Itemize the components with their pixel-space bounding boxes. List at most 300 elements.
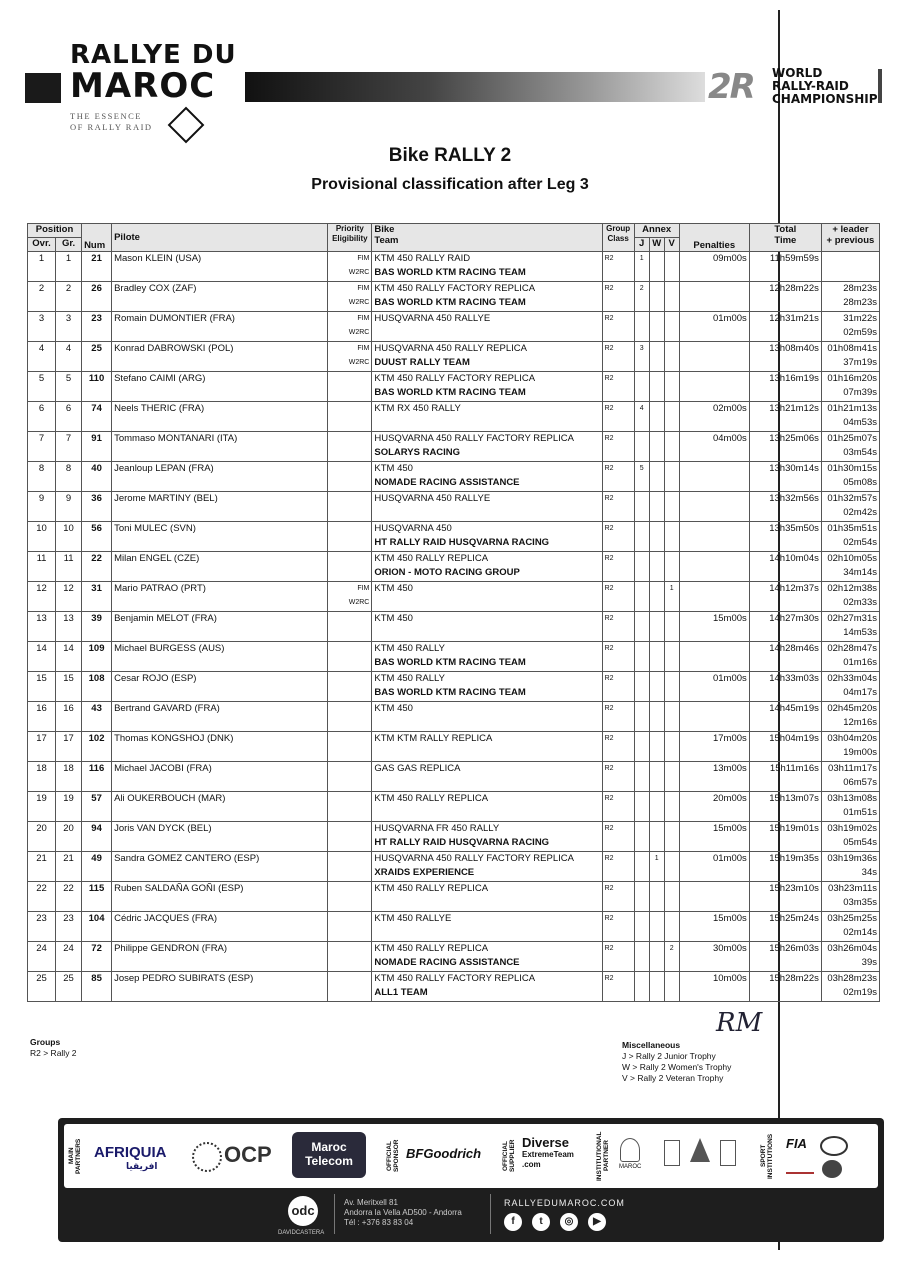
cell-bike-team: KTM 450 RALLY RAID BAS WORLD KTM RACING TEAM bbox=[372, 252, 602, 282]
cell-total-time: 14h33m03s bbox=[749, 672, 821, 702]
cell-gr: 8 bbox=[56, 462, 82, 492]
cell-j bbox=[634, 582, 649, 612]
fim-icon bbox=[820, 1136, 848, 1156]
cell-v bbox=[664, 402, 679, 432]
cell-eligibility bbox=[328, 372, 372, 402]
cell-num: 108 bbox=[82, 672, 112, 702]
cell-group: R2 bbox=[602, 762, 634, 792]
cell-eligibility bbox=[328, 402, 372, 432]
cell-group: R2 bbox=[602, 792, 634, 822]
table-row bbox=[28, 462, 880, 492]
cell-penalties: 02m00s bbox=[679, 402, 749, 432]
cell-penalties bbox=[679, 522, 749, 552]
frmm-icon bbox=[822, 1160, 842, 1178]
table-row bbox=[28, 732, 880, 762]
cell-eligibility bbox=[328, 462, 372, 492]
groups-legend: Groups R2 > Rally 2 bbox=[30, 1037, 77, 1058]
cell-gaps: 02h28m47s 01m16s bbox=[821, 642, 879, 672]
cell-ovr: 6 bbox=[28, 402, 56, 432]
cell-v bbox=[664, 372, 679, 402]
cell-v bbox=[664, 282, 679, 312]
cell-j bbox=[634, 942, 649, 972]
cell-total-time: 13h21m12s bbox=[749, 402, 821, 432]
cell-j bbox=[634, 822, 649, 852]
youtube-icon[interactable]: ▶ bbox=[588, 1213, 606, 1231]
cell-w bbox=[649, 672, 664, 702]
cell-group: R2 bbox=[602, 462, 634, 492]
col-gr: Gr. bbox=[56, 238, 82, 252]
sponsor-footer bbox=[58, 1118, 884, 1242]
cell-gr: 2 bbox=[56, 282, 82, 312]
cell-num: 31 bbox=[82, 582, 112, 612]
misc-legend: Miscellaneous J > Rally 2 Junior Trophy W > Rally 2 Women's Trophy V > Rally 2 Veteran Trophy bbox=[622, 1040, 732, 1083]
cell-bike-team: KTM 450 RALLY REPLICA ORION - MOTO RACING GROUP bbox=[372, 552, 602, 582]
cell-gr: 19 bbox=[56, 792, 82, 822]
official-supplier-label: OFFICIAL SUPPLIER bbox=[502, 1139, 516, 1173]
cell-ovr: 19 bbox=[28, 792, 56, 822]
cell-total-time: 14h28m46s bbox=[749, 642, 821, 672]
cell-pilote: Philippe GENDRON (FRA) bbox=[112, 942, 328, 972]
cell-gaps: 03h19m02s 05m54s bbox=[821, 822, 879, 852]
cell-num: 74 bbox=[82, 402, 112, 432]
cell-gr: 1 bbox=[56, 252, 82, 282]
cell-penalties bbox=[679, 282, 749, 312]
cell-pilote: Stefano CAIMI (ARG) bbox=[112, 372, 328, 402]
w2rc-bar bbox=[878, 69, 882, 103]
cell-gr: 22 bbox=[56, 882, 82, 912]
cell-gaps: 01h32m57s 02m42s bbox=[821, 492, 879, 522]
website-link[interactable]: RALLYEDUMAROC.COM bbox=[504, 1198, 625, 1208]
cell-v bbox=[664, 732, 679, 762]
cell-j bbox=[634, 432, 649, 462]
cell-bike-team: HUSQVARNA 450 RALLY FACTORY REPLICA SOLARYS RACING bbox=[372, 432, 602, 462]
cell-penalties: 15m00s bbox=[679, 912, 749, 942]
cell-gaps: 28m23s 28m23s bbox=[821, 282, 879, 312]
cell-v bbox=[664, 882, 679, 912]
cell-j bbox=[634, 912, 649, 942]
cell-num: 39 bbox=[82, 612, 112, 642]
ocp-icon bbox=[192, 1142, 222, 1172]
cell-penalties bbox=[679, 492, 749, 522]
logo-line1: RALLYE DU bbox=[70, 40, 237, 70]
cell-j: 3 bbox=[634, 342, 649, 372]
cell-bike-team: HUSQVARNA 450 RALLYE bbox=[372, 312, 602, 342]
cell-num: 72 bbox=[82, 942, 112, 972]
cell-ovr: 18 bbox=[28, 762, 56, 792]
cell-num: 56 bbox=[82, 522, 112, 552]
rallye-du-maroc-logo bbox=[70, 42, 240, 142]
cell-penalties: 17m00s bbox=[679, 732, 749, 762]
cell-bike-team: KTM 450 RALLY FACTORY REPLICA ALL1 TEAM bbox=[372, 972, 602, 1002]
cell-w bbox=[649, 912, 664, 942]
cell-group: R2 bbox=[602, 522, 634, 552]
cell-penalties bbox=[679, 342, 749, 372]
col-j: J bbox=[634, 238, 649, 252]
cell-v bbox=[664, 552, 679, 582]
table-row bbox=[28, 972, 880, 1002]
cell-j: 4 bbox=[634, 402, 649, 432]
cell-pilote: Benjamin MELOT (FRA) bbox=[112, 612, 328, 642]
cell-pilote: Thomas KONGSHOJ (DNK) bbox=[112, 732, 328, 762]
cell-pilote: Mario PATRAO (PRT) bbox=[112, 582, 328, 612]
cell-v bbox=[664, 972, 679, 1002]
cell-total-time: 14h12m37s bbox=[749, 582, 821, 612]
cell-gr: 10 bbox=[56, 522, 82, 552]
cell-total-time: 14h10m04s bbox=[749, 552, 821, 582]
table-row bbox=[28, 402, 880, 432]
cell-gaps: 03h04m20s 19m00s bbox=[821, 732, 879, 762]
afriquia-arabic: افريقيا bbox=[126, 1162, 158, 1172]
cell-total-time: 15h19m35s bbox=[749, 852, 821, 882]
cell-gaps: 03h11m17s 06m57s bbox=[821, 762, 879, 792]
cell-bike-team: GAS GAS REPLICA bbox=[372, 762, 602, 792]
cell-group: R2 bbox=[602, 702, 634, 732]
cell-gr: 17 bbox=[56, 732, 82, 762]
cell-num: 91 bbox=[82, 432, 112, 462]
cell-total-time: 15h13m07s bbox=[749, 792, 821, 822]
cell-eligibility bbox=[328, 672, 372, 702]
cell-w bbox=[649, 762, 664, 792]
sponsor-strip bbox=[64, 1124, 878, 1188]
cell-group: R2 bbox=[602, 492, 634, 522]
cell-penalties: 20m00s bbox=[679, 792, 749, 822]
col-bike-team: Bike Team bbox=[372, 224, 602, 252]
cell-v bbox=[664, 312, 679, 342]
cell-w bbox=[649, 732, 664, 762]
footer-address: Av. Meritxell 81 Andorra la Vella AD500 - Andorra Tél : +376 83 83 04 bbox=[344, 1198, 462, 1227]
cell-pilote: Michael JACOBI (FRA) bbox=[112, 762, 328, 792]
cell-gr: 23 bbox=[56, 912, 82, 942]
cell-bike-team: HUSQVARNA 450 RALLY FACTORY REPLICA XRAIDS EXPERIENCE bbox=[372, 852, 602, 882]
cell-gaps: 01h25m07s 03m54s bbox=[821, 432, 879, 462]
w2rc-mark: 2R bbox=[708, 67, 754, 107]
cell-num: 102 bbox=[82, 732, 112, 762]
cell-group: R2 bbox=[602, 252, 634, 282]
cell-gr: 15 bbox=[56, 672, 82, 702]
cell-w bbox=[649, 252, 664, 282]
cell-pilote: Toni MULEC (SVN) bbox=[112, 522, 328, 552]
cell-total-time: 15h25m24s bbox=[749, 912, 821, 942]
cell-total-time: 13h16m19s bbox=[749, 372, 821, 402]
cell-total-time: 13h32m56s bbox=[749, 492, 821, 522]
cell-gaps: 01h08m41s 37m19s bbox=[821, 342, 879, 372]
cell-penalties bbox=[679, 882, 749, 912]
cell-eligibility bbox=[328, 612, 372, 642]
cell-total-time: 15h28m22s bbox=[749, 972, 821, 1002]
cell-gaps: 01h21m13s 04m53s bbox=[821, 402, 879, 432]
cell-w bbox=[649, 402, 664, 432]
cell-eligibility bbox=[328, 882, 372, 912]
cell-eligibility bbox=[328, 972, 372, 1002]
cell-pilote: Konrad DABROWSKI (POL) bbox=[112, 342, 328, 372]
col-w: W bbox=[649, 238, 664, 252]
facebook-icon[interactable]: f bbox=[504, 1213, 522, 1231]
maroc-telecom-logo: Maroc Telecom bbox=[292, 1132, 366, 1178]
cell-num: 23 bbox=[82, 312, 112, 342]
cell-pilote: Mason KLEIN (USA) bbox=[112, 252, 328, 282]
cell-v bbox=[664, 702, 679, 732]
cell-total-time: 15h04m19s bbox=[749, 732, 821, 762]
cell-ovr: 1 bbox=[28, 252, 56, 282]
logo-tagline: THE ESSENCE OF RALLY RAID bbox=[70, 111, 153, 132]
cell-eligibility bbox=[328, 552, 372, 582]
cell-ovr: 11 bbox=[28, 552, 56, 582]
cell-group: R2 bbox=[602, 372, 634, 402]
cell-num: 85 bbox=[82, 972, 112, 1002]
table-row bbox=[28, 492, 880, 522]
cell-ovr: 3 bbox=[28, 312, 56, 342]
logo-line2: MAROC bbox=[70, 66, 216, 106]
col-priority: Priority Eligibility bbox=[328, 224, 372, 252]
col-ovr: Ovr. bbox=[28, 238, 56, 252]
table-row bbox=[28, 582, 880, 612]
cell-gaps: 03h19m36s 34s bbox=[821, 852, 879, 882]
ocp-logo: OCP bbox=[224, 1142, 272, 1167]
odc-sub: DAVIDCASTERA bbox=[278, 1230, 325, 1236]
cell-ovr: 2 bbox=[28, 282, 56, 312]
cell-v bbox=[664, 462, 679, 492]
cell-gr: 11 bbox=[56, 552, 82, 582]
cell-bike-team: KTM 450 RALLY REPLICA bbox=[372, 882, 602, 912]
cell-j bbox=[634, 702, 649, 732]
cell-penalties: 04m00s bbox=[679, 432, 749, 462]
cell-penalties bbox=[679, 702, 749, 732]
cell-bike-team: KTM 450 RALLY REPLICA bbox=[372, 792, 602, 822]
cell-gaps: 02h10m05s 34m14s bbox=[821, 552, 879, 582]
cell-bike-team: HUSQVARNA FR 450 RALLY HT RALLY RAID HUSQVARNA RACING bbox=[372, 822, 602, 852]
table-row bbox=[28, 642, 880, 672]
cell-ovr: 14 bbox=[28, 642, 56, 672]
table-row bbox=[28, 372, 880, 402]
cell-gaps: 02h45m20s 12m16s bbox=[821, 702, 879, 732]
cell-j bbox=[634, 552, 649, 582]
cell-bike-team: KTM 450 bbox=[372, 582, 602, 612]
cell-ovr: 23 bbox=[28, 912, 56, 942]
cell-group: R2 bbox=[602, 582, 634, 612]
cell-bike-team: KTM 450 bbox=[372, 612, 602, 642]
header-black-bar bbox=[25, 73, 61, 103]
col-v: V bbox=[664, 238, 679, 252]
cell-w bbox=[649, 972, 664, 1002]
cell-group: R2 bbox=[602, 852, 634, 882]
cell-group: R2 bbox=[602, 942, 634, 972]
cell-pilote: Ali OUKERBOUCH (MAR) bbox=[112, 792, 328, 822]
cell-total-time: 12h31m21s bbox=[749, 312, 821, 342]
page-title: Bike RALLY 2 bbox=[388, 145, 512, 166]
table-row bbox=[28, 852, 880, 882]
cell-pilote: Jerome MARTINY (BEL) bbox=[112, 492, 328, 522]
cell-num: 116 bbox=[82, 762, 112, 792]
cell-group: R2 bbox=[602, 822, 634, 852]
cell-penalties bbox=[679, 372, 749, 402]
cell-ovr: 15 bbox=[28, 672, 56, 702]
institutional-partner-label: INSTITUTIONAL PARTNER bbox=[596, 1131, 610, 1181]
maroc-inst-label: MAROC bbox=[619, 1164, 642, 1170]
cell-v bbox=[664, 342, 679, 372]
cell-group: R2 bbox=[602, 282, 634, 312]
cell-total-time: 13h25m06s bbox=[749, 432, 821, 462]
cell-v bbox=[664, 252, 679, 282]
cell-total-time: 13h35m50s bbox=[749, 522, 821, 552]
cell-penalties bbox=[679, 462, 749, 492]
cell-pilote: Joris VAN DYCK (BEL) bbox=[112, 822, 328, 852]
diverse-logo: Diverse ExtremeTeam .com bbox=[522, 1135, 574, 1169]
cell-penalties: 09m00s bbox=[679, 252, 749, 282]
cell-pilote: Sandra GOMEZ CANTERO (ESP) bbox=[112, 852, 328, 882]
cell-ovr: 8 bbox=[28, 462, 56, 492]
cell-gaps: 03h23m11s 03m35s bbox=[821, 882, 879, 912]
cell-ovr: 22 bbox=[28, 882, 56, 912]
col-num: Num bbox=[82, 224, 112, 252]
cell-w bbox=[649, 462, 664, 492]
cell-penalties: 13m00s bbox=[679, 762, 749, 792]
cell-penalties bbox=[679, 582, 749, 612]
table-row bbox=[28, 942, 880, 972]
cell-group: R2 bbox=[602, 402, 634, 432]
cell-j bbox=[634, 792, 649, 822]
cell-pilote: Cesar ROJO (ESP) bbox=[112, 672, 328, 702]
cell-ovr: 21 bbox=[28, 852, 56, 882]
cell-w bbox=[649, 282, 664, 312]
cell-j bbox=[634, 642, 649, 672]
table-row bbox=[28, 612, 880, 642]
cell-j: 2 bbox=[634, 282, 649, 312]
cell-bike-team: KTM KTM RALLY REPLICA bbox=[372, 732, 602, 762]
cell-w bbox=[649, 372, 664, 402]
table-row bbox=[28, 252, 880, 282]
cell-penalties bbox=[679, 642, 749, 672]
cell-group: R2 bbox=[602, 642, 634, 672]
cell-gr: 4 bbox=[56, 342, 82, 372]
cell-bike-team: KTM RX 450 RALLY bbox=[372, 402, 602, 432]
cell-bike-team: KTM 450 RALLY FACTORY REPLICA BAS WORLD KTM RACING TEAM bbox=[372, 372, 602, 402]
cell-pilote: Milan ENGEL (CZE) bbox=[112, 552, 328, 582]
institution-icon-4 bbox=[720, 1140, 736, 1166]
cell-ovr: 13 bbox=[28, 612, 56, 642]
cell-gr: 16 bbox=[56, 702, 82, 732]
cell-v bbox=[664, 642, 679, 672]
cell-total-time: 11h59m59s bbox=[749, 252, 821, 282]
cell-v bbox=[664, 492, 679, 522]
instagram-icon[interactable]: ◎ bbox=[560, 1213, 578, 1231]
cell-gaps: 03h28m23s 02m19s bbox=[821, 972, 879, 1002]
cell-w bbox=[649, 432, 664, 462]
cell-bike-team: KTM 450 RALLY BAS WORLD KTM RACING TEAM bbox=[372, 672, 602, 702]
cell-num: 104 bbox=[82, 912, 112, 942]
cell-num: 25 bbox=[82, 342, 112, 372]
cell-ovr: 24 bbox=[28, 942, 56, 972]
cell-ovr: 10 bbox=[28, 522, 56, 552]
cell-pilote: Romain DUMONTIER (FRA) bbox=[112, 312, 328, 342]
cell-num: 21 bbox=[82, 252, 112, 282]
cell-ovr: 9 bbox=[28, 492, 56, 522]
cell-j bbox=[634, 852, 649, 882]
frmsm-icon bbox=[786, 1162, 814, 1174]
table-row bbox=[28, 522, 880, 552]
maroc-crest-icon bbox=[620, 1138, 640, 1162]
cell-total-time: 15h11m16s bbox=[749, 762, 821, 792]
twitter-icon[interactable]: t bbox=[532, 1213, 550, 1231]
cell-num: 110 bbox=[82, 372, 112, 402]
handwritten-signature: RM bbox=[716, 1008, 763, 1038]
cell-ovr: 16 bbox=[28, 702, 56, 732]
cell-w bbox=[649, 822, 664, 852]
cell-v bbox=[664, 912, 679, 942]
cell-gr: 18 bbox=[56, 762, 82, 792]
cell-eligibility bbox=[328, 912, 372, 942]
col-penalties: Penalties bbox=[679, 224, 749, 252]
cell-pilote: Cédric JACQUES (FRA) bbox=[112, 912, 328, 942]
cell-num: 109 bbox=[82, 642, 112, 672]
institution-icon-2 bbox=[664, 1140, 680, 1166]
cell-w bbox=[649, 522, 664, 552]
cell-eligibility bbox=[328, 432, 372, 462]
cell-eligibility bbox=[328, 702, 372, 732]
cell-gaps: 01h30m15s 05m08s bbox=[821, 462, 879, 492]
cell-w bbox=[649, 492, 664, 522]
cell-pilote: Bradley COX (ZAF) bbox=[112, 282, 328, 312]
cell-eligibility: FIM W2RC bbox=[328, 342, 372, 372]
cell-total-time: 15h26m03s bbox=[749, 942, 821, 972]
table-row bbox=[28, 312, 880, 342]
cell-w bbox=[649, 882, 664, 912]
cell-ovr: 12 bbox=[28, 582, 56, 612]
cell-v bbox=[664, 522, 679, 552]
cell-num: 36 bbox=[82, 492, 112, 522]
cell-w bbox=[649, 942, 664, 972]
cell-num: 22 bbox=[82, 552, 112, 582]
cell-num: 49 bbox=[82, 852, 112, 882]
col-annex: Annex bbox=[634, 224, 679, 238]
cell-penalties bbox=[679, 552, 749, 582]
cell-v bbox=[664, 432, 679, 462]
cell-gaps: 02h33m04s 04m17s bbox=[821, 672, 879, 702]
cell-gaps: 03h25m25s 02m14s bbox=[821, 912, 879, 942]
cell-j bbox=[634, 972, 649, 1002]
cell-w bbox=[649, 702, 664, 732]
cell-j bbox=[634, 372, 649, 402]
cell-group: R2 bbox=[602, 312, 634, 342]
cell-num: 57 bbox=[82, 792, 112, 822]
cell-group: R2 bbox=[602, 882, 634, 912]
cell-v: 2 bbox=[664, 942, 679, 972]
institution-icon-3 bbox=[690, 1138, 710, 1162]
bfgoodrich-logo: BFGoodrich bbox=[406, 1146, 482, 1161]
cell-gr: 12 bbox=[56, 582, 82, 612]
cell-pilote: Neels THERIC (FRA) bbox=[112, 402, 328, 432]
cell-gaps: 03h13m08s 01m51s bbox=[821, 792, 879, 822]
cell-eligibility bbox=[328, 522, 372, 552]
cell-num: 115 bbox=[82, 882, 112, 912]
table-row bbox=[28, 282, 880, 312]
cell-num: 26 bbox=[82, 282, 112, 312]
footer-divider-1 bbox=[334, 1194, 335, 1234]
sport-institutions-label: SPORT INSTITUTIONS bbox=[760, 1133, 774, 1179]
cell-v bbox=[664, 852, 679, 882]
cell-w bbox=[649, 552, 664, 582]
cell-eligibility bbox=[328, 732, 372, 762]
cell-num: 43 bbox=[82, 702, 112, 732]
cell-gr: 3 bbox=[56, 312, 82, 342]
w2rc-text: WORLD RALLY-RAID CHAMPIONSHIP bbox=[772, 66, 878, 106]
cell-j bbox=[634, 492, 649, 522]
cell-gr: 13 bbox=[56, 612, 82, 642]
cell-total-time: 14h27m30s bbox=[749, 612, 821, 642]
cell-bike-team: KTM 450 RALLYE bbox=[372, 912, 602, 942]
col-pilote: Pilote bbox=[112, 224, 328, 252]
cell-bike-team: KTM 450 bbox=[372, 702, 602, 732]
table-row bbox=[28, 552, 880, 582]
